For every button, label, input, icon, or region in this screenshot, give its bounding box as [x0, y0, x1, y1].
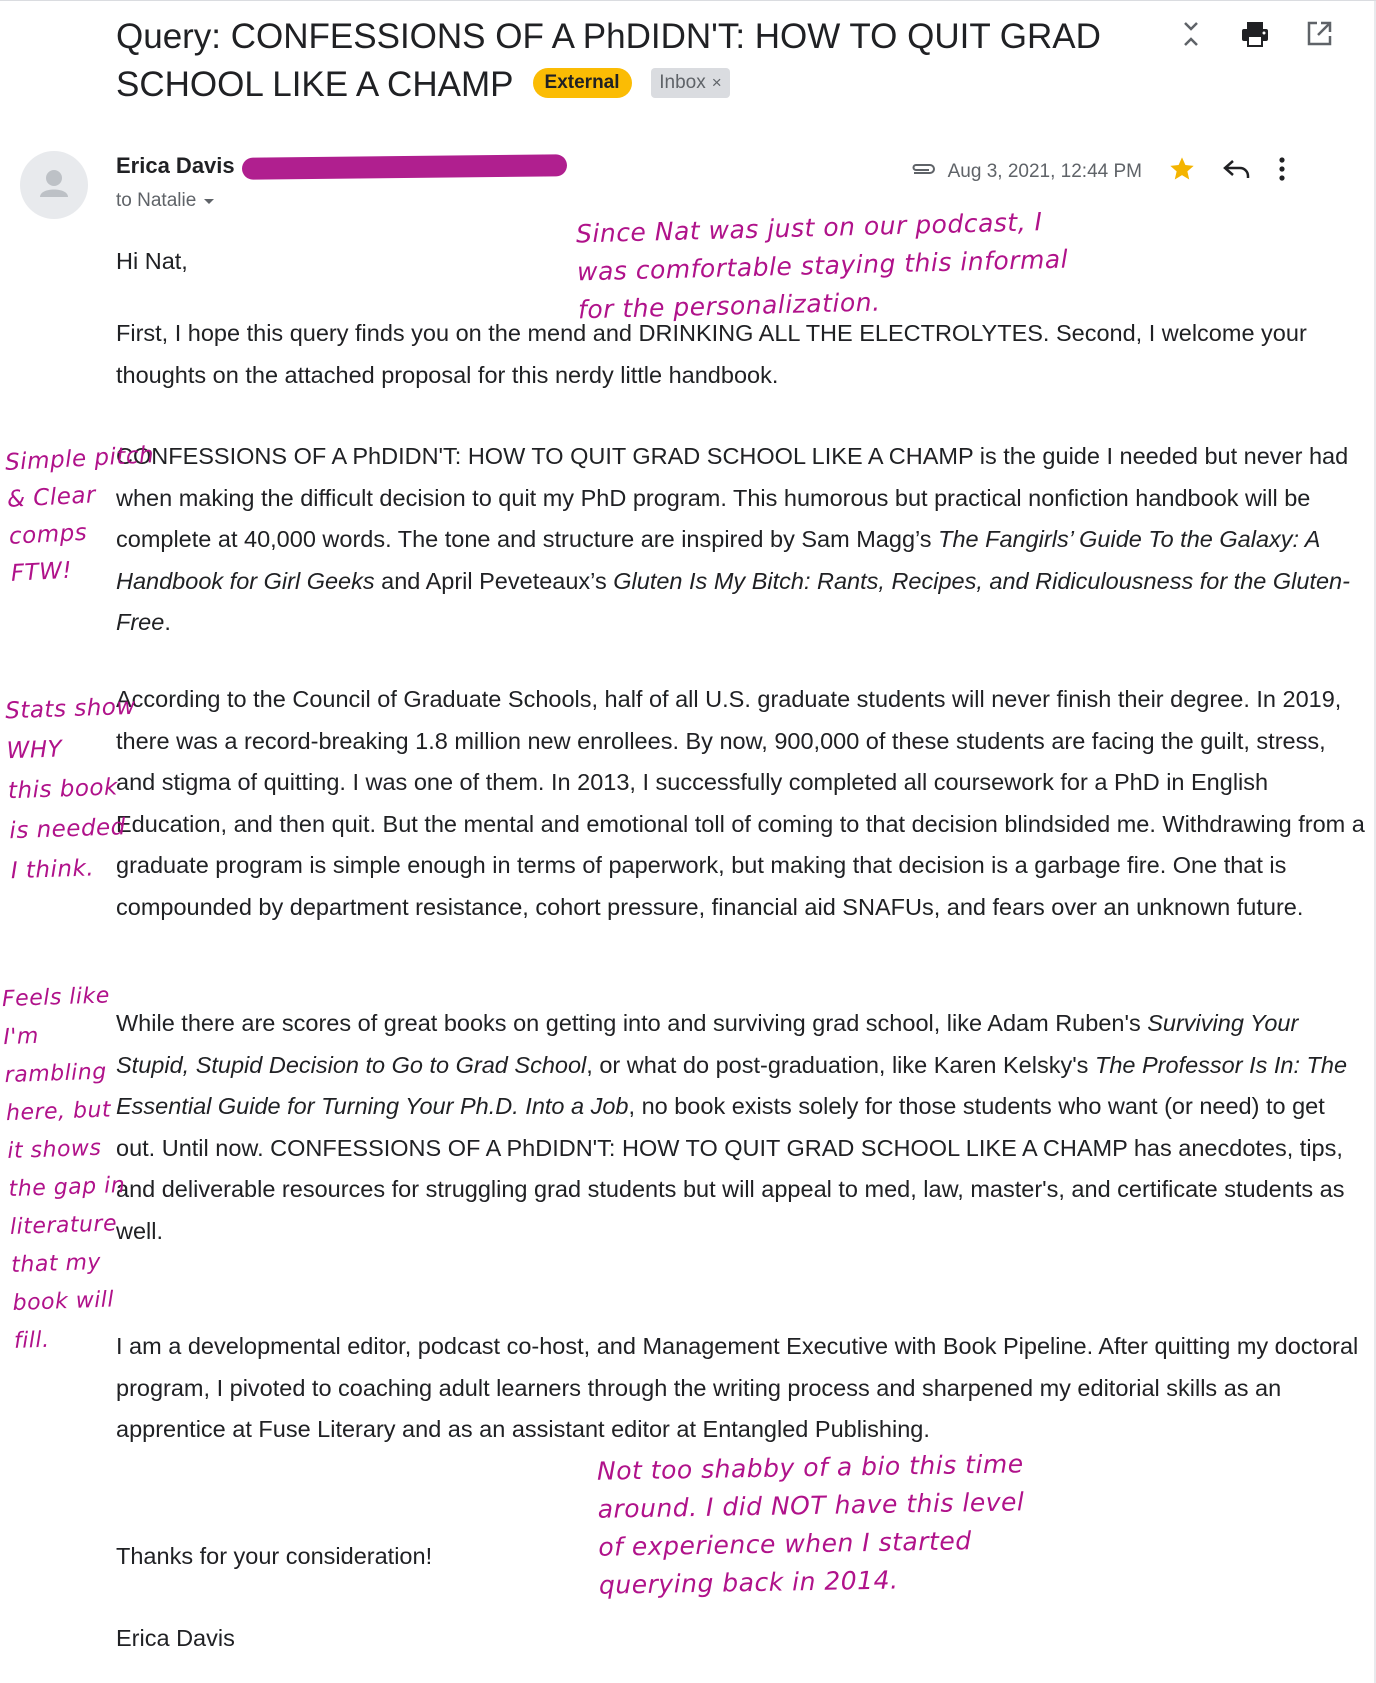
paragraph-4-text-a: While there are scores of great books on getting into and surviving grad school, like Adam Ruben's — [116, 1010, 1148, 1036]
annotation-line: Feels like — [1, 983, 111, 1013]
annotation-line: it shows — [6, 1135, 102, 1165]
subject-text: Query: CONFESSIONS OF A PhDIDN'T: HOW TO QUIT GRAD SCHOOL LIKE A CHAMP — [116, 17, 1101, 104]
annotation-line: this book — [7, 774, 119, 805]
thread-toolbar — [1174, 17, 1336, 51]
annotation-line: Simple pitch — [4, 442, 155, 476]
paragraph-4-text-e: , no book exists solely for those students who want (or need) to get out. Until now. CONFESSIONS OF A PhDIDN'T: HOW TO QUIT GRAD SCHOOL LIKE A CHAMP has anecdotes, tips, and deliverable resources for struggling grad students but will appeal to med, law, master's, and certificate students as well. — [116, 1093, 1345, 1244]
inbox-label-text: Inbox — [659, 71, 706, 93]
star-icon[interactable] — [1168, 155, 1196, 188]
annotation-line: FTW! — [10, 557, 73, 587]
annotation-line: here, but — [5, 1097, 112, 1127]
annotation-line: is needed — [8, 814, 127, 845]
annotation-line: the gap in — [8, 1172, 126, 1203]
sender-name[interactable]: Erica Davis — [116, 153, 235, 178]
print-icon[interactable] — [1238, 17, 1272, 51]
inbox-label-chip[interactable] — [651, 68, 729, 98]
avatar[interactable] — [20, 151, 88, 219]
attachment-icon — [908, 161, 938, 183]
book-title-1: Surviving Your Stupid, Stupid Decision to Go to Grad School — [116, 1010, 1299, 1078]
redacted-email-address — [242, 154, 567, 179]
annotation-line: for the personalization. — [577, 287, 881, 325]
message-meta — [908, 155, 1286, 188]
annotation-line: around. I did NOT have this level — [597, 1487, 1025, 1524]
closing-line: Thanks for your consideration! — [116, 1543, 433, 1569]
chevron-down-icon[interactable] — [202, 190, 216, 212]
body-paragraph-5: I am a developmental editor, podcast co-host, and Management Executive with Book Pipeline. After quitting my doctoral program, I pivoted to coaching adult learners through the writing process and sharpened my editorial skills as an apprentice at Fuse Literary and as an assistant editor at Entangled Publishing. — [116, 1333, 1359, 1442]
date-group — [908, 161, 1142, 183]
paragraph-2-text-e: . — [164, 609, 171, 635]
paragraph-4-text-c: , or what do post-graduation, like Karen Kelsky's — [586, 1051, 1095, 1078]
greeting: Hi Nat, — [116, 248, 188, 274]
annotation-left-stats — [5, 687, 142, 891]
body-paragraph-4 — [116, 1003, 1366, 1252]
email-subject — [116, 13, 1176, 109]
external-label-chip: External — [533, 68, 632, 98]
annotation-line: of experience when I started — [598, 1526, 972, 1562]
body-paragraph-2 — [116, 436, 1366, 644]
body-paragraph-1: First, I hope this query finds you on the mend and DRINKING ALL THE ELECTROLYTES. Second, I welcome your thoughts on the attached proposal for this nerdy little handbook. — [116, 320, 1307, 388]
reply-icon[interactable] — [1222, 157, 1252, 186]
annotation-line: querying back in 2014. — [598, 1565, 899, 1600]
remove-label-icon[interactable]: × — [711, 72, 722, 92]
annotation-bio — [597, 1445, 1026, 1604]
annotation-line: book will — [12, 1287, 115, 1316]
annotation-line: comps — [8, 519, 88, 550]
open-new-window-icon[interactable] — [1302, 17, 1336, 51]
paragraph-2-text-c: and April Peveteaux’s — [374, 567, 614, 594]
book-title-2: The Professor Is In: The Essential Guide for Turning Your Ph.D. Into a Job — [116, 1051, 1348, 1119]
annotation-line: that my — [10, 1249, 102, 1278]
annotation-left-gap — [1, 977, 131, 1361]
annotation-line: Not too shabby of a bio this time — [596, 1449, 1024, 1486]
recipient-text: to Natalie — [116, 190, 197, 211]
annotation-line: fill. — [13, 1327, 50, 1354]
annotation-line: I'm — [2, 1023, 40, 1051]
annotation-left-pitch — [4, 437, 161, 593]
annotation-line: Since Nat was just on our podcast, I — [575, 207, 1043, 249]
body-paragraph-3: According to the Council of Graduate Schools, half of all U.S. graduate students will never finish their degree. In 2019, there was a record-breaking 1.8 million new enrollees. By now, 900,000 of these students are facing the guilt, stress, and stigma of quitting. I was one of them. In 2013, I successfully completed all coursework for a PhD in English Education, and then quit. But the mental and emotional toll of coming to that decision blindsided me. Withdrawing from a graduate program is simple enough in terms of paperwork, but making that decision is a garbage fire. One that is compounded by department resistance, cohort pressure, financial aid SNAFUs, and fears over an unknown future. — [116, 686, 1365, 920]
annotation-line: I think. — [10, 855, 95, 885]
annotation-line: WHY — [6, 736, 63, 765]
collapse-icon[interactable] — [1174, 17, 1208, 51]
comp-title-2: Gluten Is My Bitch: Rants, Recipes, and Ridiculousness for the Gluten-Free — [116, 567, 1350, 635]
annotation-line: was comfortable staying this informal — [576, 244, 1069, 287]
recipient-line[interactable] — [116, 190, 216, 212]
annotation-line: & Clear — [6, 482, 97, 513]
annotation-line: literature — [9, 1211, 118, 1240]
message-date: Aug 3, 2021, 12:44 PM — [947, 160, 1142, 182]
comp-title-1: The Fangirls’ Guide To the Galaxy: A Handbook for Girl Geeks — [116, 526, 1320, 594]
more-options-icon[interactable] — [1278, 156, 1286, 187]
annotation-line: rambling — [4, 1059, 108, 1089]
signature: Erica Davis — [116, 1625, 235, 1651]
annotation-top — [576, 203, 1070, 330]
annotation-line: Stats show — [4, 693, 137, 725]
paragraph-2-text-a: CONFESSIONS OF A PhDIDN'T: HOW TO QUIT GRAD SCHOOL LIKE A CHAMP is the guide I needed but never had when making the difficult decision to quit my PhD program. This humorous but practical nonfiction handbook will be complete at 40,000 words. The tone and structure are inspired by Sam Magg’s — [116, 443, 1349, 552]
